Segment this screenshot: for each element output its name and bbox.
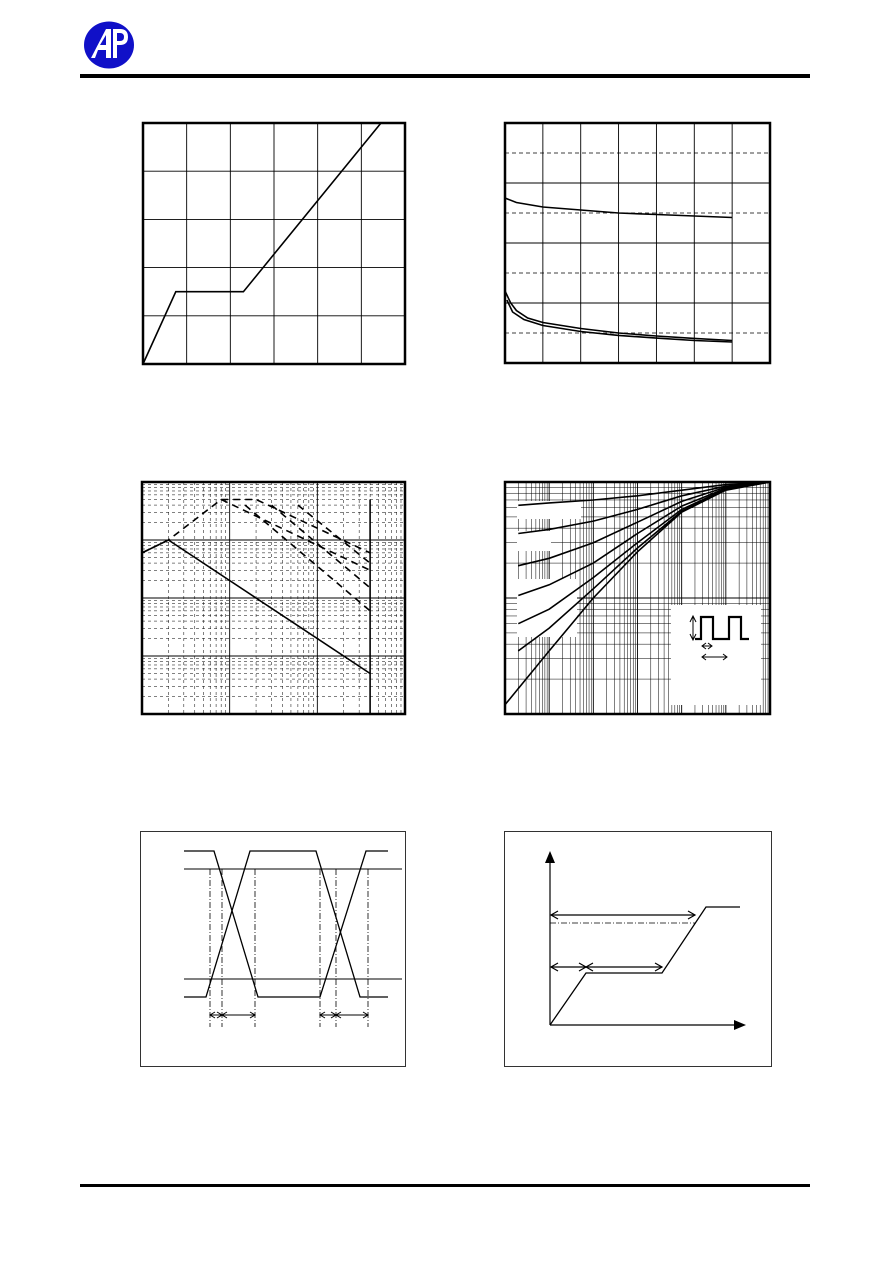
label-mask	[517, 531, 551, 551]
gate-charge-diagram	[504, 831, 772, 1067]
footer-rule	[80, 1184, 810, 1187]
axis-arrow-right-icon	[734, 1020, 746, 1030]
axis-arrow-up-icon	[545, 851, 555, 863]
chart-middle-right-thermal	[503, 479, 773, 717]
diagram-frame	[141, 832, 406, 1067]
gate-charge-curve	[550, 907, 740, 1025]
waveform-out	[184, 851, 388, 997]
series-lower-b	[507, 300, 732, 342]
chart-middle-left-soa	[140, 479, 408, 717]
waveform-in	[184, 851, 388, 997]
diagram-frame	[505, 832, 772, 1067]
header-rule	[80, 74, 810, 78]
switching-waveform-diagram	[140, 831, 406, 1067]
chart-top-right	[503, 120, 773, 366]
series-d4	[518, 482, 770, 596]
company-logo-icon	[82, 20, 136, 70]
inset-box	[671, 605, 761, 705]
series-curve	[143, 123, 381, 364]
series-pulse-3	[245, 505, 370, 611]
chart-top-left	[140, 120, 408, 367]
